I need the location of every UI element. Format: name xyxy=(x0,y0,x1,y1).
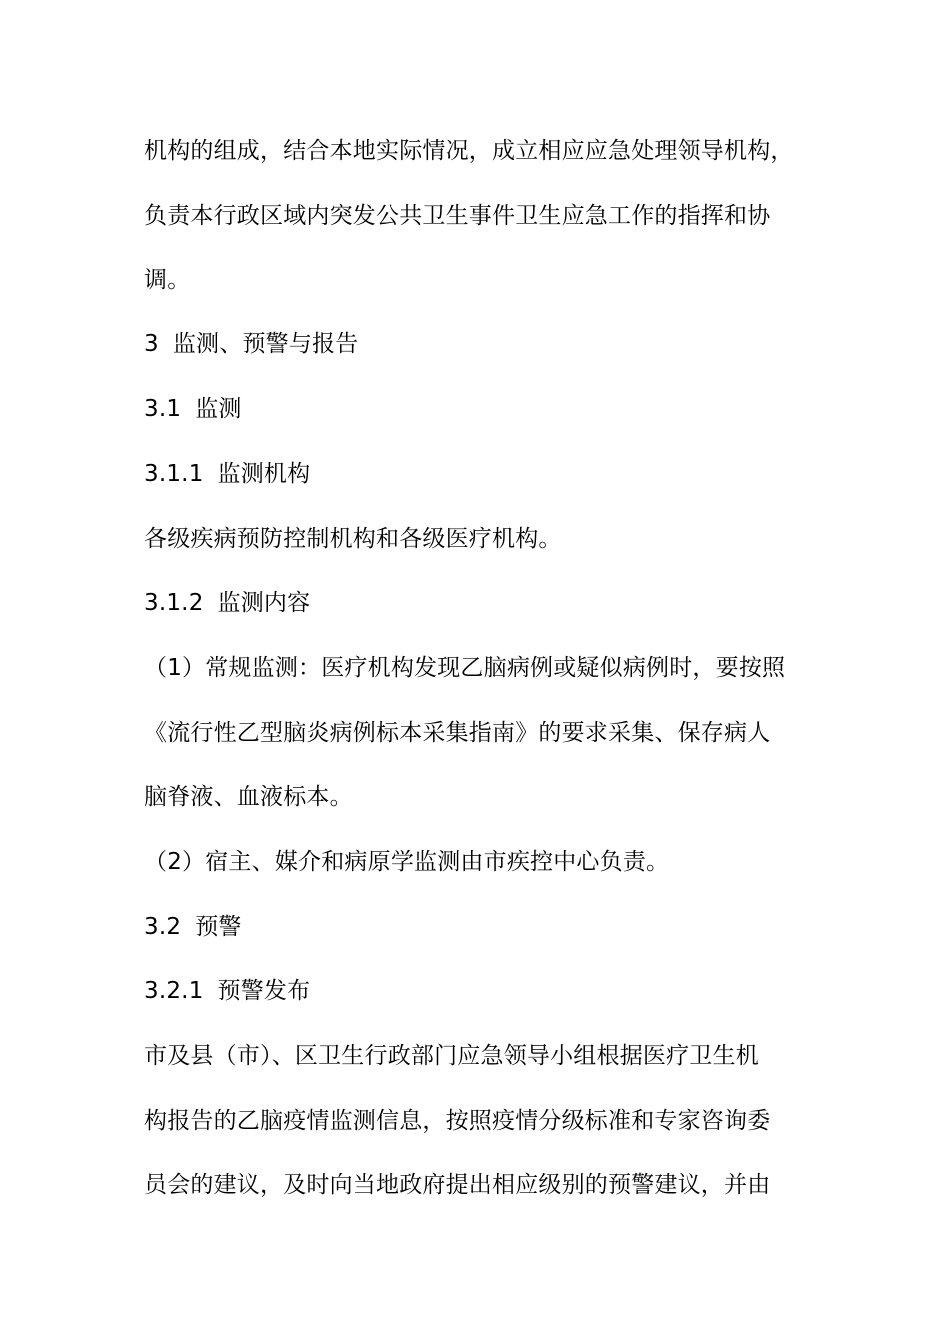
paragraph-line: 脑脊液、血液标本。 xyxy=(144,784,353,810)
section-heading-3-2-1 xyxy=(144,976,310,1006)
heading-title: 监测内容 xyxy=(217,590,311,616)
heading-title: 监测、预警与报告 xyxy=(172,331,359,357)
section-heading-3-1 xyxy=(144,394,242,424)
paragraph-line: 负责本行政区域内突发公共卫生事件卫生应急工作的指挥和协 xyxy=(144,203,771,229)
heading-title: 监测机构 xyxy=(217,461,311,487)
heading-title: 监测 xyxy=(195,396,242,422)
heading-title: 预警发布 xyxy=(217,978,311,1004)
section-heading-3-1-2 xyxy=(144,588,310,618)
paragraph-line: 构报告的乙脑疫情监测信息，按照疫情分级标准和专家咨询委 xyxy=(144,1108,771,1134)
paragraph-line: 各级疾病预防控制机构和各级医疗机构。 xyxy=(144,526,562,552)
heading-title: 预警 xyxy=(195,914,242,940)
heading-number: 3.2 xyxy=(144,914,182,940)
section-heading-3-2 xyxy=(144,912,242,942)
paragraph-line: 市及县（市）、区卫生行政部门应急领导小组根据医疗卫生机 xyxy=(144,1043,759,1069)
paragraph-line: 调。 xyxy=(144,267,191,293)
paragraph-line: 员会的建议，及时向当地政府提出相应级别的预警建议，并由 xyxy=(144,1172,771,1198)
paragraph-line: 《流行性乙型脑炎病例标本采集指南》的要求采集、保存病人 xyxy=(144,720,771,746)
heading-number: 3.1.1 xyxy=(144,461,204,487)
heading-number: 3.1.2 xyxy=(144,590,204,616)
section-heading-3-1-1 xyxy=(144,459,310,489)
section-heading-3 xyxy=(144,329,358,359)
heading-number: 3.1 xyxy=(144,396,182,422)
paragraph-line: 机构的组成，结合本地实际情况，成立相应应急处理领导机构， xyxy=(144,138,794,164)
heading-number: 3.2.1 xyxy=(144,978,204,1004)
paragraph-line: （2）宿主、媒介和病原学监测由市疾控中心负责。 xyxy=(144,849,670,875)
paragraph-line: （1）常规监测：医疗机构发现乙脑病例或疑似病例时，要按照 xyxy=(144,655,786,681)
heading-number: 3 xyxy=(144,331,159,357)
